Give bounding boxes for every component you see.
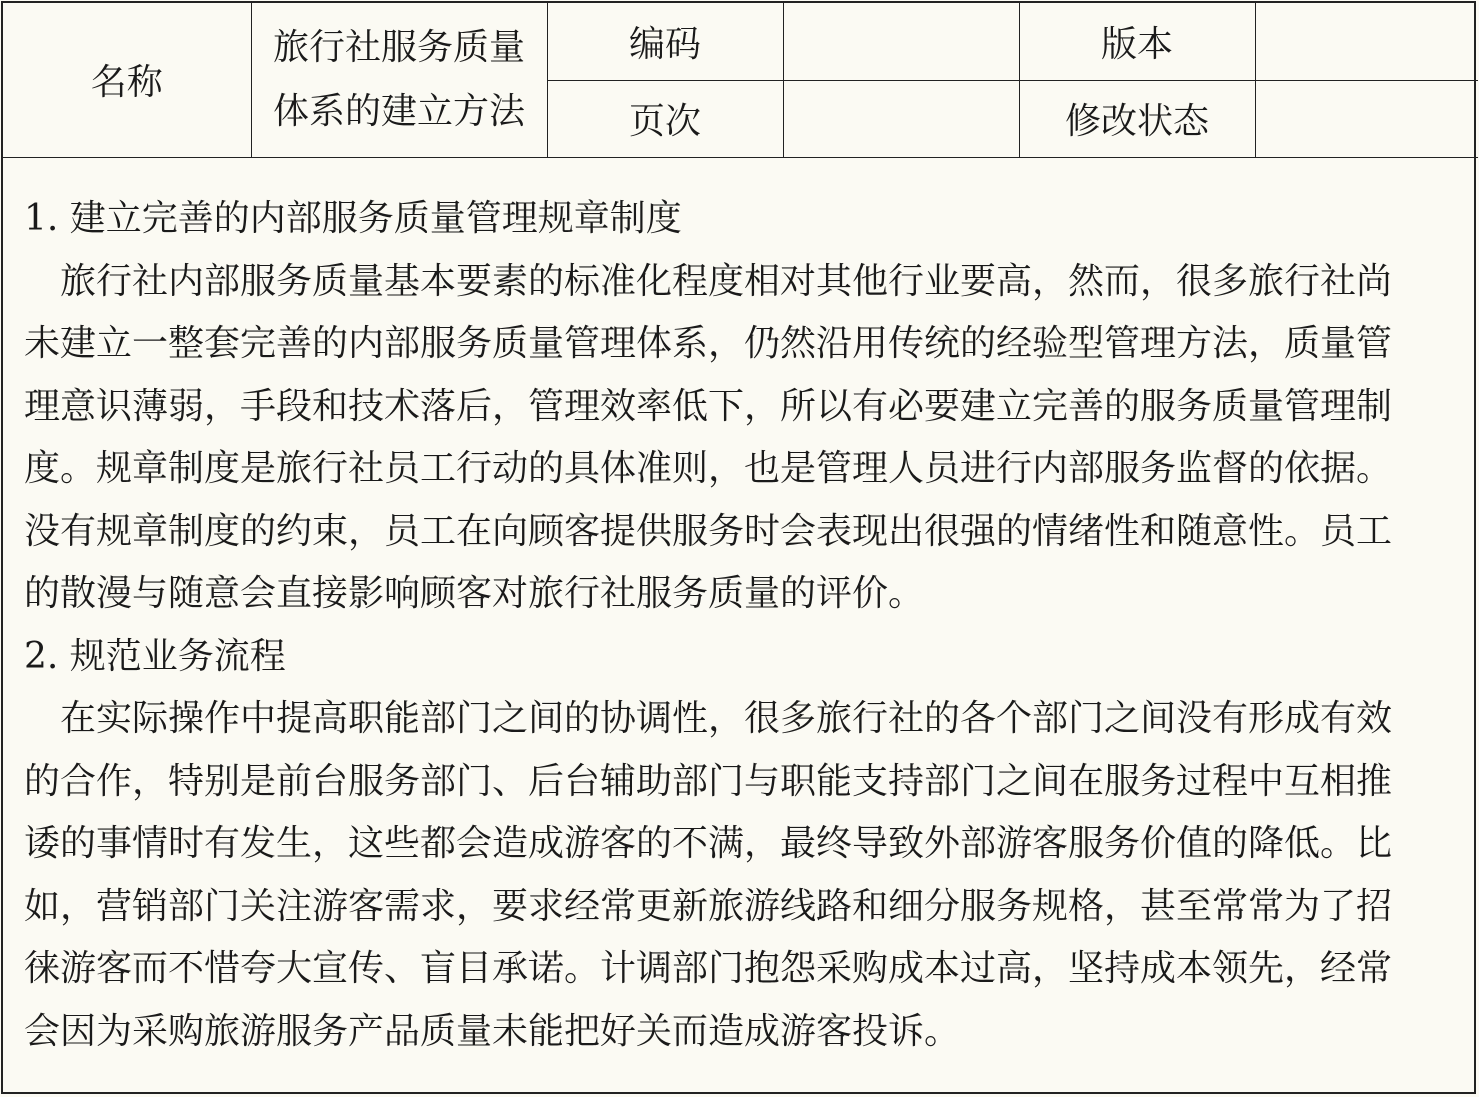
document-body [24,188,1454,1063]
section-1-line: 未建立一整套完善的内部服务质量管理体系，仍然沿用传统的经验型管理方法，质量管 [24,323,1393,364]
section-2-line: 诿的事情时有发生，这些都会造成游客的不满，最终导致外部游客服务价值的降低。比 [24,823,1393,864]
section-2-line: 会因为采购旅游服务产品质量未能把好关而造成游客投诉。 [24,1010,961,1052]
document-title-line-1: 旅行社服务质量 [272,26,525,68]
section-1-line: 的散漫与随意会直接影响顾客对旅行社服务质量的评价。 [24,573,925,614]
version-label-cell [1019,3,1255,80]
section-2-line: 如，营销部门关注游客需求，要求经常更新旅游线路和细分服务规格，甚至常常为了招 [24,885,1393,927]
revision-value-cell [1255,80,1478,157]
code-label-cell [547,3,783,80]
section-1-line: 度。规章制度是旅行社员工行动的具体准则，也是管理人员进行内部服务监督的依据。 [24,448,1393,489]
name-label: 名称 [90,62,163,104]
code-label: 编码 [628,23,701,65]
revision-label-cell [1019,80,1255,157]
document-title-cell [251,3,547,157]
section-2-paragraph [24,688,1454,1063]
section-1-paragraph [24,251,1454,626]
section-2-line: 的合作，特别是前台服务部门、后台辅助部门与职能支持部门之间在服务过程中互相推 [24,760,1393,802]
document-title-line-2: 体系的建立方法 [272,90,525,132]
section-1-line: 没有规章制度的约束，员工在向顾客提供服务时会表现出很强的情绪性和随意性。员工 [24,510,1393,552]
page-label: 页次 [628,101,701,142]
page-label-cell [547,80,783,157]
code-value-cell [783,3,1019,80]
section-1-line: 理意识薄弱，手段和技术落后，管理效率低下，所以有必要建立完善的服务质量管理制 [24,385,1393,427]
section-2-line: 在实际操作中提高职能部门之间的协调性，很多旅行社的各个部门之间没有形成有效 [60,698,1393,739]
revision-label: 修改状态 [1064,101,1209,142]
page-value-cell [783,80,1019,157]
section-2-line: 徕游客而不惜夸大宣传、盲目承诺。计调部门抱怨采购成本过高，坚持成本领先，经常 [24,948,1393,989]
section-1-line: 旅行社内部服务质量基本要素的标准化程度相对其他行业要高，然而，很多旅行社尚 [60,260,1393,302]
section-1-heading: 1. 建立完善的内部服务质量管理规章制度 [24,198,682,239]
section-2-heading: 2. 规范业务流程 [24,635,286,677]
version-label: 版本 [1100,23,1173,65]
document-header-table [3,3,1478,158]
version-value-cell [1255,3,1478,80]
name-label-cell [3,3,251,157]
